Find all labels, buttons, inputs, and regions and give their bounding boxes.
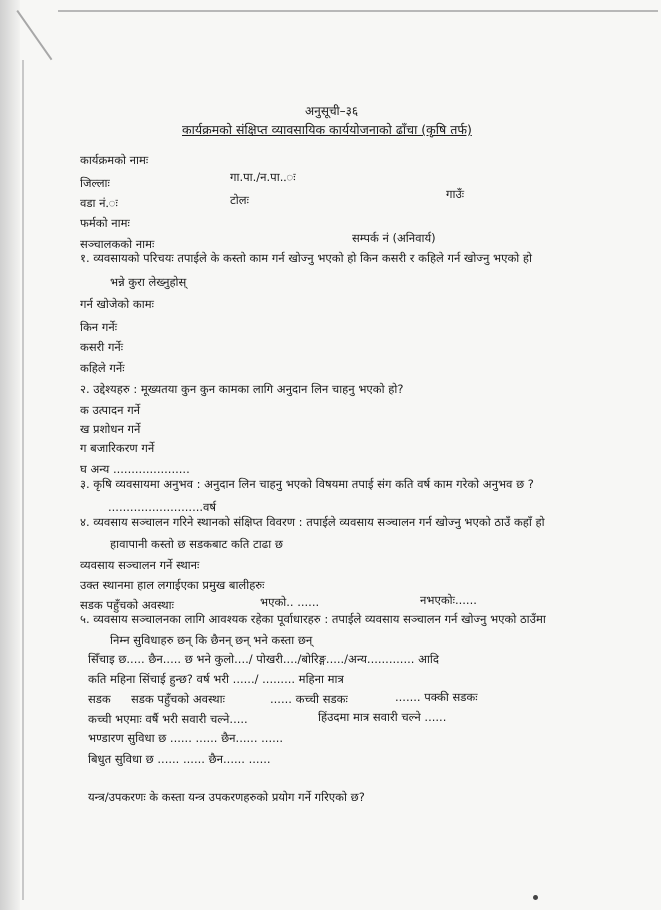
section1-heading: १. व्यवसायको परिचयः तपाईले के कस्तो काम गर्न खोज्नु भएको हो किन कसरी र कहिले गर्न खोज्नु भएको हो [80,251,533,265]
ward-label: वडा नं.ः [80,196,118,210]
road-no: नभएकोः...... [420,593,477,607]
section1-subline: भन्ने कुरा लेख्नुहोस् [110,275,187,289]
objective-b: ख प्रशोधन गर्ने [80,422,141,436]
section2-heading: २. उद्देश्यहरु : मूख्यतया कुन कुन कामका लागि अनुदान लिन चाहनु भएको हो? [80,382,404,396]
objective-a: क उत्पादन गर्ने [80,403,141,417]
current-crops-label: उक्त स्थानमा हाल लगाईएका प्रमुख बालीहरुः [80,578,265,592]
section3-heading: ३. कृषि व्यवसायमा अनुभव : अनुदान लिन चाहनु भएको विषयमा तपाई संग कति वर्ष काम गरेको अनुभव छ ? [80,477,534,491]
contact-label: सम्पर्क नं (अनिवार्य) [352,231,436,245]
road-yes: भएको.. ...... [260,595,320,609]
annex-number: अनुसूची–३६ [305,104,359,118]
section5-subline: निम्न सुविधाहरु छन् कि छैनन् छन् भने कस्ता छन् [110,633,313,647]
document-title: कार्यक्रमको संक्षिप्त व्यावसायिक कार्ययोजनाको ढाँचा (कृषि तर्फ) [182,122,472,137]
page-edge-fold [17,10,53,60]
operator-name-label: सञ्चालकको नामः [80,237,155,251]
business-place-label: व्यवसाय सञ्चालन गर्ने स्थानः [80,558,200,572]
how-label: कसरी गर्नेः [80,340,124,354]
winter-only: हिंउदमा मात्र सवारी चल्ने ...... [318,710,447,724]
tole-label: टोलः [230,193,249,207]
experience-years: ..........................वर्ष [108,500,217,514]
page-edge-left [22,60,24,900]
earthen-road: ...... कच्ची सडकः [270,692,348,706]
scan-shadow [0,0,20,910]
when-label: कहिले गर्नेः [80,361,125,375]
section4-subline: हावापानी कस्तो छ सडकबाट कति टाढा छ [110,537,283,551]
scan-speck [533,895,538,900]
road-access-label: सडक पहुँचको अवस्थाः [131,692,225,706]
road-status-label: सडक पहुँचको अवस्थाः [80,598,174,612]
why-label: किन गर्नेः [80,320,118,334]
storage-line: भण्डारण सुविधा छ ...... ...... छैन...... ...... [88,731,284,745]
district-label: जिल्लाः [80,176,110,190]
section5-heading: ५. व्यवसाय सञ्चालनका लागि आवश्यक रहेका पूर्वाधारहरु : तपाईले व्यवसाय सञ्चालन गर्न खोज्नु भएको ठाउँमा [80,612,546,626]
program-name-label: कार्यक्रमको नामः [80,153,149,167]
paved-road: ....... पक्की सडकः [395,690,478,704]
section4-heading: ४. व्यवसाय सञ्चालन गरिने स्थानको संक्षिप्त विवरण : तपाईले व्यवसाय सञ्चालन गर्न खोज्नु भएको ठाउँ कहाँ हो [80,515,545,529]
municipality-label: गा.पा./न.पा..ः [230,170,296,184]
objective-d: घ अन्य ..................... [80,462,190,476]
page-edge-top [58,10,658,12]
equipment-line: यन्त्र/उपकरणः के कस्ता यन्त्र उपकरणहरुको प्रयोग गर्ने गरिएको छ? [88,790,365,804]
electricity-line: बिधुत सुविधा छ ...... ...... छैन...... ...... [88,752,271,766]
village-label: गाउँः [446,187,465,201]
work-label: गर्न खोजेको कामः [80,297,154,311]
earthen-all-year: कच्ची भएमाः वर्षै भरी सवारी चल्ने..... [88,712,248,726]
road-label: सडक [88,692,111,706]
firm-name-label: फर्मको नामः [80,216,130,230]
objective-c: ग बजारिकरण गर्ने [80,441,155,455]
irrigation-months-line: कति महिना सिंचाई हुन्छ? वर्ष भरी ....../ ......... महिना मात्र [88,672,344,686]
irrigation-line: सिँचाइ छ..... छैन..... छ भने कुलो..../ पोखरी..../बोरिङ्ग...../अन्य............. आदि [88,652,439,666]
